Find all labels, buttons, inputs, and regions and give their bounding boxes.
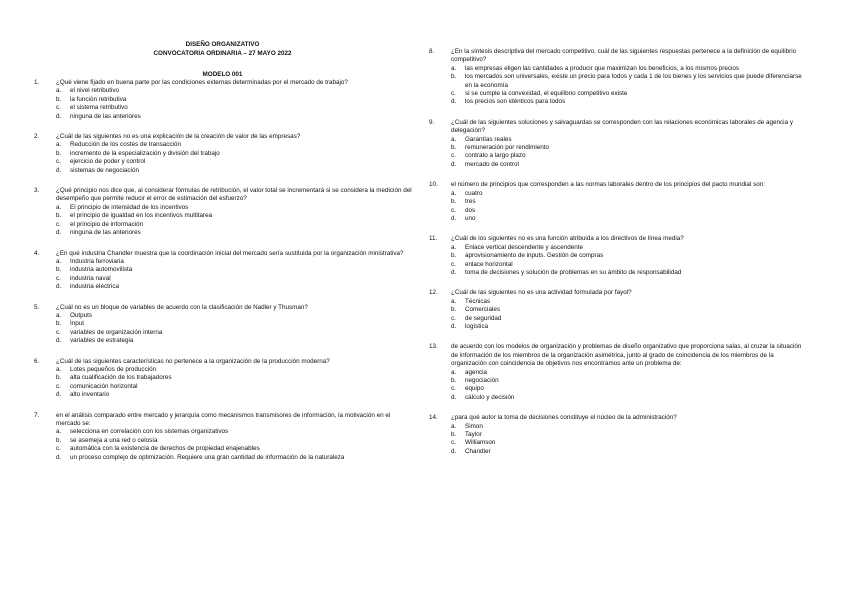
question-line (429, 181, 809, 189)
answer-option (429, 65, 809, 73)
option-letter: b. (451, 198, 457, 206)
option-letter: c. (56, 104, 61, 112)
answer-option (429, 306, 809, 314)
option-text: enlace horizontal (465, 260, 513, 268)
option-letter: b. (56, 266, 62, 274)
option-text: Técnicas (465, 297, 491, 305)
option-letter: a. (56, 87, 62, 95)
answer-option (429, 190, 809, 198)
question-line (429, 48, 809, 65)
answer-option (34, 337, 414, 345)
question-text: ¿para qué autor la toma de decisiones constituye el núcleo de la administración? (451, 414, 677, 422)
answer-option (429, 90, 809, 98)
option-text: toma de decisiones y solución de problemas en su ámbito de responsabilidad (465, 268, 682, 276)
question-number: 9. (429, 118, 435, 126)
option-letter: c. (451, 90, 456, 98)
option-text: variables de organización interna (70, 328, 163, 336)
answer-option (34, 428, 414, 436)
question-number: 5. (34, 303, 40, 311)
option-letter: b. (56, 374, 62, 382)
answer-option (34, 374, 414, 382)
option-text: negociación (465, 377, 499, 384)
option-text: si se cumple la convexidad, el equilibrio competitivo existe (465, 90, 628, 98)
question-number: 10. (429, 181, 438, 189)
option-letter: a. (56, 141, 62, 149)
question-number: 3. (34, 187, 40, 195)
option-text: ninguna de las anteriores (70, 112, 141, 120)
answer-option (429, 252, 809, 260)
option-letter: d. (56, 112, 62, 120)
answer-option (34, 445, 414, 453)
question-line (34, 304, 414, 312)
question-line (34, 187, 414, 204)
question-item (34, 304, 414, 346)
option-letter: d. (451, 98, 457, 106)
answer-option (34, 329, 414, 337)
exam-header (0, 40, 445, 58)
right-question-column (429, 48, 809, 468)
question-number: 11. (429, 235, 438, 243)
option-letter: d. (451, 268, 457, 276)
option-text: el principio de igualdad en los incentivos multitarea (70, 212, 213, 220)
exam-title: DISEÑO ORGANIZATIVO (185, 41, 260, 48)
option-letter: b. (451, 306, 457, 314)
answer-option (429, 152, 809, 160)
answer-option (429, 98, 809, 106)
question-text: ¿Cuál no es un bloque de variables de acuerdo con la clasificación de Nadler y Thusman? (56, 303, 308, 311)
answer-option (34, 212, 414, 220)
option-text: la función retributiva (70, 95, 127, 103)
option-letter: b. (451, 144, 457, 152)
question-text: ¿Qué principio nos dice que, al considerar fórmulas de retribución, el valor total se incrementará si se considera la medición del desempeño que permite reducir el error de estimación del esfuerzo? (56, 187, 412, 203)
option-letter: c. (451, 260, 456, 268)
question-item (429, 235, 809, 277)
option-text: los mercados son universales, existe un precio para todos y cada 1 de los bienes y los servicios que puede diferenciarse en la economía (465, 73, 802, 89)
answer-option (429, 198, 809, 206)
option-letter: d. (451, 322, 457, 330)
option-text: Simon (465, 422, 483, 430)
answer-option (34, 167, 414, 175)
option-text: uno (465, 214, 476, 222)
answer-option (429, 369, 809, 377)
option-letter: c. (56, 445, 61, 453)
option-letter: b. (451, 73, 457, 81)
question-line (429, 343, 809, 368)
option-text: remuneración por rendimiento (465, 144, 550, 152)
answer-option (34, 150, 414, 158)
option-text: industria naval (70, 274, 111, 282)
answer-option (34, 283, 414, 291)
option-text: alto inventario (70, 391, 110, 399)
option-letter: d. (451, 393, 457, 401)
option-text: ejercicio de poder y control (70, 158, 146, 166)
question-text: ¿En qué industria Chandler muestra que la coordinación inicial del mercado sería sustituida por la organización ministrativa? (56, 249, 404, 257)
answer-option (429, 215, 809, 223)
option-letter: b. (56, 320, 62, 328)
option-text: mercado de control (465, 160, 519, 168)
question-text: ¿Qué viene fijado en buena parte por las condiciones externas determinadas por el mercado de trabajo? (56, 79, 348, 86)
question-item (34, 187, 414, 237)
answer-option (34, 275, 414, 283)
option-letter: a. (56, 365, 62, 373)
option-letter: a. (56, 257, 62, 265)
option-text: contrato a largo plazo (465, 152, 526, 160)
question-text: ¿Cuál de las siguientes no es una actividad formulada por fayol? (451, 289, 632, 297)
option-letter: d. (56, 283, 62, 291)
option-letter: a. (451, 189, 457, 197)
option-letter: a. (451, 297, 457, 305)
answer-option (34, 141, 414, 149)
question-item (34, 250, 414, 292)
question-number: 8. (429, 48, 435, 55)
option-text: cálculo y decisión (465, 393, 515, 401)
option-letter: a. (56, 203, 62, 211)
option-text: aprovisionamiento de inputs. Gestión de compras (465, 252, 604, 260)
option-letter: a. (451, 243, 457, 251)
exam-model: MODELO 001 (202, 71, 243, 78)
option-text: cuatro (465, 189, 483, 197)
option-letter: d. (56, 391, 62, 399)
answer-option (429, 144, 809, 152)
answer-option (429, 315, 809, 323)
answer-option (34, 87, 414, 95)
option-text: El principio de intensidad de los incentivos (70, 203, 189, 211)
option-letter: d. (56, 337, 62, 345)
question-line (34, 358, 414, 366)
option-letter: c. (56, 274, 61, 282)
answer-option (429, 423, 809, 431)
option-letter: a. (451, 135, 457, 143)
answer-option (429, 207, 809, 215)
answer-option (429, 269, 809, 277)
option-text: Garantías reales (465, 135, 512, 143)
option-letter: d. (56, 229, 62, 237)
question-number: 1. (34, 79, 40, 86)
option-text: los precios son idénticos para todos (465, 98, 566, 106)
option-letter: c. (56, 382, 61, 390)
option-letter: d. (451, 447, 457, 455)
answer-option (34, 221, 414, 229)
option-text: Taylor (465, 431, 482, 439)
option-letter: b. (451, 431, 457, 439)
option-text: el principio de información (70, 220, 144, 228)
option-text: ninguna de las anteriores (70, 229, 141, 237)
option-text: se asemeja a una red o celosía (70, 436, 158, 444)
option-letter: b. (451, 377, 457, 384)
answer-option (34, 204, 414, 212)
option-letter: c. (56, 158, 61, 166)
answer-option (429, 448, 809, 456)
question-item (34, 358, 414, 400)
question-line (429, 289, 809, 297)
answer-option (429, 261, 809, 269)
question-number: 13. (429, 343, 438, 351)
option-letter: c. (451, 439, 456, 447)
question-line (34, 133, 414, 141)
answer-option (429, 323, 809, 331)
option-text: Reducción de los costes de transacción (70, 141, 181, 149)
question-item (429, 181, 809, 223)
question-number: 6. (34, 357, 40, 365)
answer-option (429, 298, 809, 306)
option-text: un proceso complejo de optimización. Requiere una gran cantidad de información de la naturaleza (70, 453, 345, 461)
option-text: comunicación horizontal (70, 382, 138, 390)
question-item (34, 79, 414, 121)
option-text: automática con la existencia de derechos de propiedad enajenables (70, 445, 260, 453)
answer-option (34, 104, 414, 112)
option-letter: a. (451, 64, 457, 72)
option-text: sistemas de negociación (70, 166, 139, 174)
option-text: de seguridad (465, 314, 502, 322)
option-letter: b. (56, 436, 62, 444)
option-letter: d. (56, 453, 62, 461)
answer-option (34, 96, 414, 104)
exam-subtitle: CONVOCATORIA ORDINARIA – 27 MAYO 2022 (153, 50, 292, 57)
answer-option (34, 113, 414, 121)
answer-option (34, 383, 414, 391)
option-text: Comerciales (465, 306, 500, 314)
option-text: industria eléctrica (70, 283, 119, 291)
answer-option (429, 431, 809, 439)
answer-option (429, 377, 809, 385)
option-text: agencia (465, 368, 488, 376)
question-item (34, 412, 414, 462)
question-text: en el análisis comparado entre mercado y jerarquía como mecanismos transmisores de información, la motivación en el mercado se: (56, 411, 391, 427)
option-letter: a. (56, 311, 62, 319)
question-text: ¿Cuál de las siguientes soluciones y salvaguardas se corresponden con las relaciones económicas laborales de agencia y delegación? (451, 118, 793, 135)
left-question-column (34, 79, 414, 474)
question-number: 4. (34, 249, 40, 257)
answer-option (429, 161, 809, 169)
question-number: 7. (34, 411, 40, 419)
answer-option (429, 385, 809, 393)
answer-option (34, 312, 414, 320)
question-item (429, 289, 809, 331)
question-text: ¿Cuál de las siguientes no es una explicación de la creación de valor de las empresas? (56, 133, 301, 141)
option-text: dos (465, 206, 476, 214)
option-text: logística (465, 322, 489, 330)
option-text: incremento de la especialización y división del trabajo (70, 149, 220, 157)
option-letter: b. (451, 252, 457, 260)
option-letter: c. (56, 220, 61, 228)
option-letter: d. (451, 160, 457, 168)
option-letter: c. (451, 206, 456, 214)
answer-option (34, 391, 414, 399)
option-text: tres (465, 198, 476, 206)
question-item (429, 119, 809, 169)
option-letter: c. (451, 152, 456, 160)
question-line (34, 79, 414, 87)
option-letter: b. (56, 149, 62, 157)
answer-option (429, 136, 809, 144)
question-number: 14. (429, 414, 438, 422)
question-line (34, 250, 414, 258)
answer-option (429, 439, 809, 447)
question-item (429, 48, 809, 107)
question-number: 2. (34, 133, 40, 141)
answer-option (34, 258, 414, 266)
option-letter: a. (451, 368, 457, 376)
option-text: selecciona en correlación con los sistemas organizativos (70, 428, 229, 436)
answer-option (429, 394, 809, 402)
answer-option (429, 73, 809, 90)
question-text: ¿En la síntesis descriptiva del mercado competitivo, cuál de las siguientes respuestas pertenece a la definición de equilibrio competitivo? (451, 48, 797, 64)
option-text: Industria ferroviaria (70, 257, 124, 265)
exam-model-header (0, 70, 445, 79)
question-item (429, 414, 809, 456)
option-text: Input (70, 320, 85, 328)
question-line (429, 414, 809, 422)
option-text: variables de estrategia (70, 337, 134, 345)
question-text: de acuerdo con los modelos de organización y problemas de diseño organizativo que proporciona salas, al cruzar la situación de información de los miembros de la organización asimétrica, junto al grado de coincidencia de los miembros de la organización con coincidencia de objetivos nos encontramos ante un problema de: (451, 343, 802, 368)
option-text: Outputs (70, 311, 93, 319)
question-item (429, 343, 809, 402)
answer-option (34, 320, 414, 328)
question-item (34, 133, 414, 175)
question-text: ¿Cuál de las siguientes características no pertenece a la organización de la producción moderna? (56, 357, 330, 365)
option-text: Enlace vertical descendente y ascendente (465, 243, 583, 251)
question-line (429, 119, 809, 136)
option-text: el sistema retributivo (70, 104, 128, 112)
answer-option (34, 158, 414, 166)
option-text: equipo (465, 385, 484, 393)
option-letter: c. (56, 328, 61, 336)
answer-option (429, 244, 809, 252)
option-letter: b. (56, 95, 62, 103)
option-text: Williamson (465, 439, 496, 447)
option-letter: c. (451, 314, 456, 322)
option-letter: d. (56, 166, 62, 174)
answer-option (34, 229, 414, 237)
option-text: Lotes pequeños de producción (70, 365, 157, 373)
option-text: Chandler (465, 447, 491, 455)
option-text: industria automovilista (70, 266, 133, 274)
option-letter: a. (451, 422, 457, 430)
option-text: las empresas eligen las cantidades a producir que maximizan los beneficios, a los mismos precios (465, 64, 740, 72)
answer-option (34, 366, 414, 374)
answer-option (34, 454, 414, 462)
option-text: alta cualificación de los trabajadores (70, 374, 172, 382)
option-letter: a. (56, 428, 62, 436)
question-line (34, 412, 414, 429)
option-letter: b. (56, 212, 62, 220)
question-text: ¿Cuál de los siguientes no es una función atribuida a los directivos de línea media? (451, 235, 684, 243)
answer-option (34, 266, 414, 274)
option-text: el nivel retributivo (70, 87, 119, 95)
answer-option (34, 437, 414, 445)
question-text: el número de principios que corresponden a las normas laborales dentro de los principios del pacto mundial son: (451, 181, 765, 189)
question-number: 12. (429, 289, 438, 297)
option-letter: d. (451, 214, 457, 222)
question-line (429, 235, 809, 243)
option-letter: c. (451, 385, 456, 393)
